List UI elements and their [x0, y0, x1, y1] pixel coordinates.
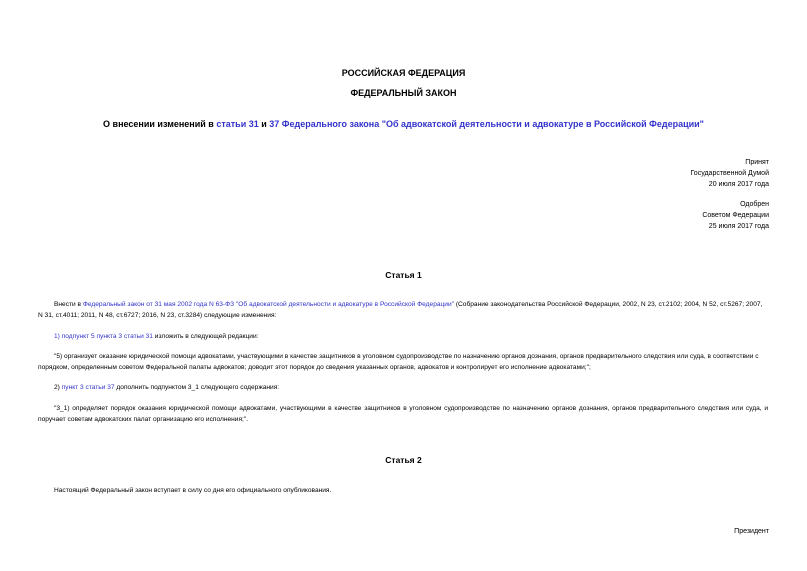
item-1-text: изложить в следующей редакции:: [152, 333, 259, 340]
article-1-item-1-quote: "5) организует оказание юридической помощи адвокатами, участвующими в качестве защитников в уголовном судопроизводстве по назначению органов дознания, органов предварительного следствия или суда, в соответствии с порядком, определенным советом Федеральной палаты адвокатов; доводит этот порядок до сведения указанных органов, адвокатов и контролирует его исполнение адвокатами;";: [38, 353, 759, 371]
intro-law-link[interactable]: Федеральный закон от 31 мая 2002 года N 63-ФЗ "Об адвокатской деятельности и адвокатуре в Российской Федерации": [82, 301, 455, 308]
item-1-link[interactable]: 1) подпункт 5 пункта 3 статьи 31: [54, 333, 153, 340]
accepted-date: 20 июля 2017 года: [708, 181, 769, 188]
law-title: [0, 119, 807, 129]
title-text-2: и: [258, 119, 270, 129]
approved-by: Советом Федерации: [702, 212, 769, 219]
item-2-prefix: 2): [54, 384, 62, 391]
country-heading: РОССИЙСКАЯ ФЕДЕРАЦИЯ: [341, 68, 466, 78]
article-1-item-2: [38, 383, 768, 394]
doc-type-heading: ФЕДЕРАЛЬНЫЙ ЗАКОН: [350, 88, 457, 98]
title-link-article-37[interactable]: 37 Федерального закона "Об адвокатской деятельности и адвокатуре в Российской Федерации": [269, 119, 704, 129]
article-1-heading: Статья 1: [385, 270, 422, 280]
item-2-link[interactable]: пункт 3 статьи 37: [61, 384, 115, 391]
approved-date: 25 июля 2017 года: [708, 223, 769, 230]
article-2-heading: Статья 2: [385, 455, 422, 465]
item-2-text: дополнить подпунктом 3_1 следующего содержания:: [114, 384, 280, 391]
signature-president: Президент: [734, 528, 769, 535]
accepted-by: Государственной Думой: [690, 170, 769, 177]
intro-text-1: Внести в: [54, 301, 83, 308]
article-1-item-2-quote: "3_1) определяет порядок оказания юридической помощи адвокатами, участвующими в качестве защитников в уголовном судопроизводстве по назначению органов дознания, органов предварительного следствия или суда, и поручает советам адвокатских палат организацию его исполнения;".: [38, 405, 768, 423]
title-link-article-31[interactable]: статьи 31: [216, 119, 259, 129]
adoption-block: [690, 157, 769, 232]
article-1-intro: [38, 300, 768, 321]
approved-label: Одобрен: [740, 201, 769, 208]
article-2-text: Настоящий Федеральный закон вступает в силу со дня его официального опубликования.: [54, 487, 332, 494]
article-1-item-1: [38, 332, 768, 343]
title-text-1: О внесении изменений в: [103, 119, 217, 129]
accepted-label: Принят: [745, 159, 769, 166]
intro-text-2: (Собрание законодательства Российской Федерации, 2002, N 23, ст.2102; 2004, N 52, ст.5267; 2007, N 31, ст.4011; 2011, N 48, ст.6727; 2016, N 23, ст.3284) следующие изменения:: [38, 301, 763, 319]
